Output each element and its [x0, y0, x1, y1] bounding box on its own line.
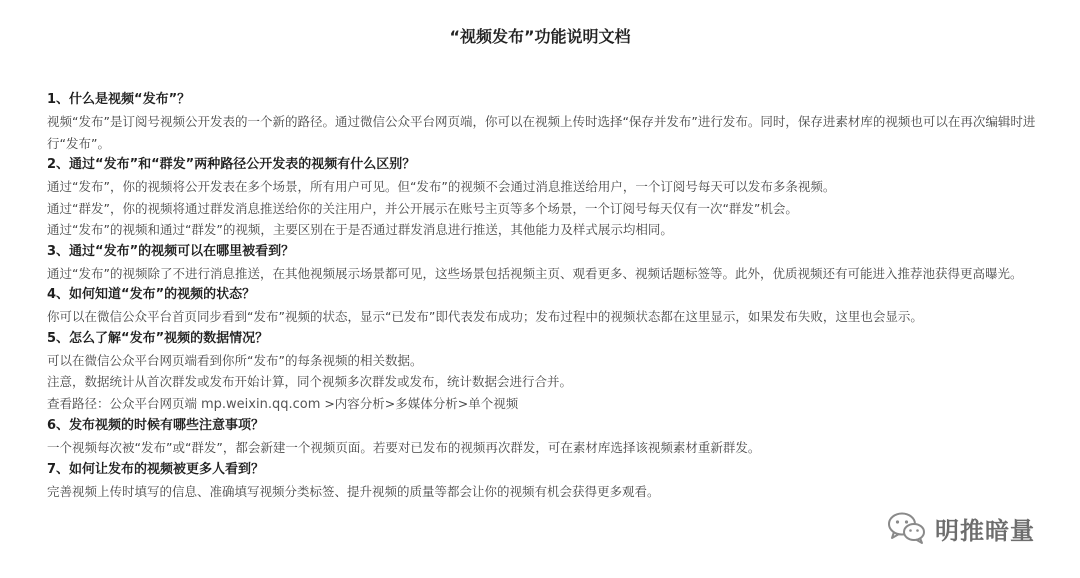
question-4: 4、如何知道“发布”的视频的状态？	[47, 287, 256, 302]
question-5: 5、怎么了解“发布”视频的数据情况？	[47, 330, 269, 346]
faq-section-3	[47, 242, 1047, 285]
watermark-text: 明推暗量	[935, 516, 1035, 545]
answer-2-para-3: 通过“发布”的视频和通过“群发”的视频，主要区别在于是否通过群发消息进行推送，其他能力及样式展示均相同。	[47, 222, 673, 237]
faq-section-4	[47, 285, 1047, 328]
answer-2-para-1: 通过“发布”，你的视频将公开发表在多个场景，所有用户可见。但“发布”的视频不会通过消息推送给用户，一个订阅号每天可以发布多条视频。	[47, 179, 836, 194]
faq-section-6	[47, 416, 1047, 459]
site-url: mp.weixin.qq.com	[200, 396, 321, 412]
question-1: 1、什么是视频“发布”？	[47, 92, 191, 107]
answer-5-para-1: 可以在微信公众平台网页端看到你所“发布”的每条视频的相关数据。	[47, 352, 423, 368]
faq-content	[47, 90, 1047, 503]
answer-5-para-2: 注意，数据统计从首次群发或发布开始计算，同个视频多次群发或发布，统计数据会进行合并。	[47, 374, 573, 389]
question-3: 3、通过“发布”的视频可以在哪里被看到？	[47, 243, 295, 259]
answer-1-para-1: 视频“发布”是订阅号视频公开发表的一个新的路径。通过微信公众平台网页端，你可以在视频上传时选择“保存并发布”进行发布。同时，保存进素材库的视频也可以在再次编辑时进行“发布”。	[47, 114, 1036, 151]
faq-section-1	[47, 90, 1047, 154]
page-title: “视频发布”功能说明文档	[449, 27, 631, 46]
answer-4-para-1: 你可以在微信公众平台首页同步看到“发布”视频的状态，显示“已发布”即代表发布成功；发布过程中的视频状态都在这里显示，如果发布失败，这里也会显示。	[47, 309, 923, 324]
answer-7-para-1: 完善视频上传时填写的信息、准确填写视频分类标签、提升视频的质量等都会让你的视频有机会获得更多观看。	[47, 483, 660, 499]
faq-section-5	[47, 329, 1047, 416]
question-7: 7、如何让发布的视频被更多人看到？	[47, 461, 265, 477]
faq-section-2	[47, 155, 1047, 241]
watermark	[887, 508, 1035, 548]
view-path-suffix: >内容分析>多媒体分析>单个视频	[320, 395, 519, 411]
question-6: 6、发布视频的时候有哪些注意事项？	[47, 418, 265, 433]
answer-6-para-1: 一个视频每次被“发布”或“群发”，都会新建一个视频页面。若要对已发布的视频再次群发，可在素材库选择该视频素材重新群发。	[47, 440, 761, 455]
answer-3-para-1: 通过“发布”的视频除了不进行消息推送，在其他视频展示场景都可见，这些场景包括视频主页、观看更多、视频话题标签等。此外，优质视频还有可能进入推荐池获得更高曝光。	[47, 265, 1023, 281]
view-path-prefix: 查看路径：公众平台网页端	[47, 395, 201, 411]
question-2: 2、通过“发布”和“群发”两种路径公开发表的视频有什么区别？	[47, 157, 416, 172]
view-path	[47, 393, 1047, 416]
faq-section-7	[47, 460, 1047, 503]
wechat-icon	[887, 511, 927, 545]
answer-2-para-2: 通过“群发”，你的视频将通过群发消息推送给你的关注用户，并公开展示在账号主页等多个场景，一个订阅号每天仅有一次“群发”机会。	[47, 200, 798, 216]
